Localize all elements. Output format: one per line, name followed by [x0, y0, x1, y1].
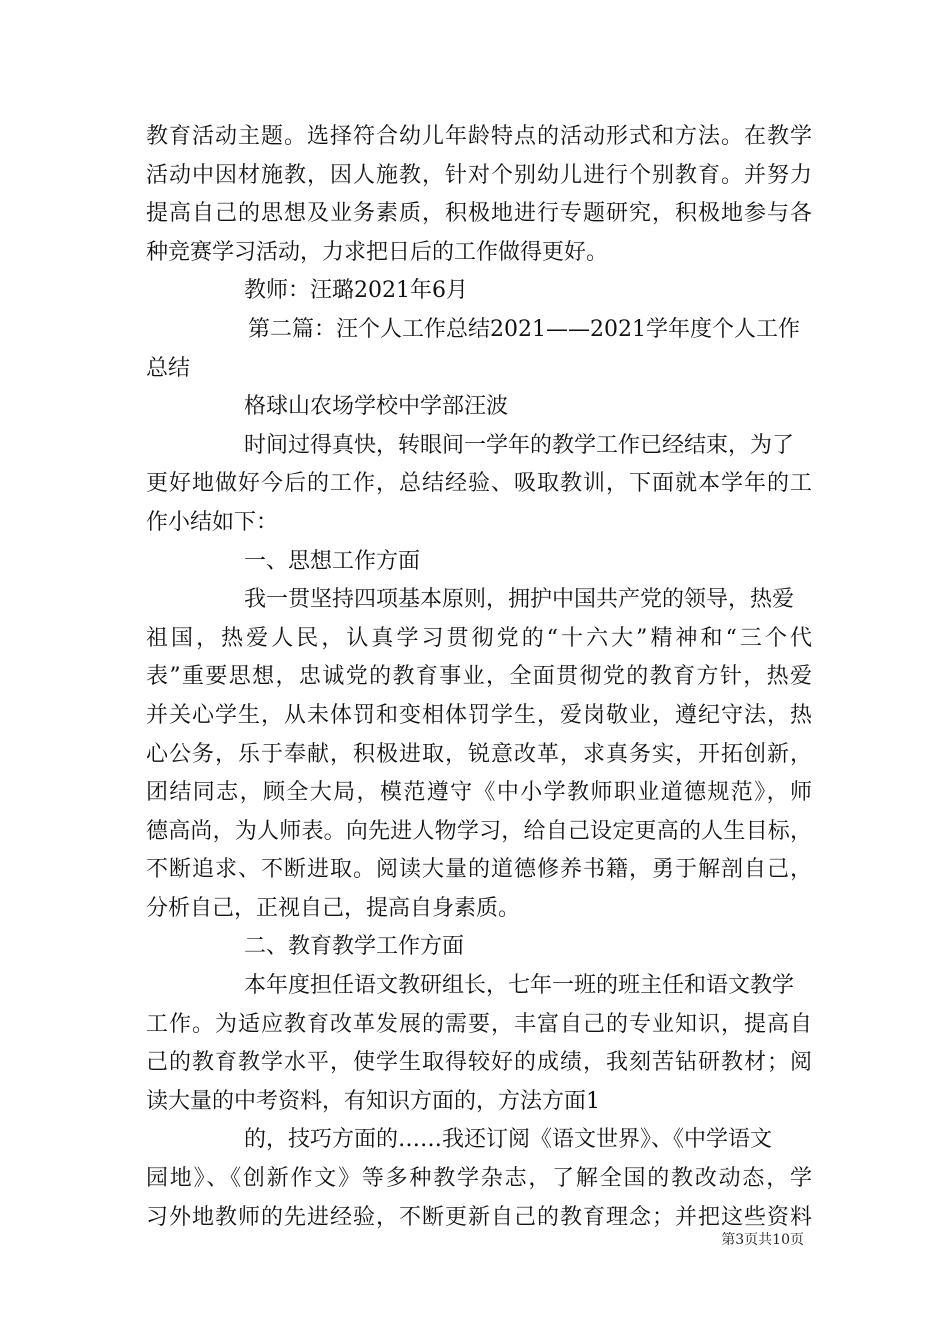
text-line: 教育活动主题。选择符合幼儿年龄特点的活动形式和方法。在教学	[146, 124, 812, 149]
text-line: 一、思想工作方面	[244, 548, 421, 574]
text-line: 的，技巧方面的……我还订阅《语文世界》、《中学语文	[244, 1127, 773, 1153]
text-line: 更好地做好今后的工作，总结经验、吸取教训，下面就本学年的工	[146, 471, 812, 497]
text-line: 读大量的中考资料，有知识方面的，方法方面1	[146, 1088, 600, 1114]
text-line: 种竞赛学习活动，力求把日后的工作做得更好。	[146, 239, 609, 265]
text-line: 工作。为适应教育改革发展的需要，丰富自己的专业知识，提高自	[146, 1011, 812, 1037]
text-line: 不断追求、不断进取。阅读大量的道德修养书籍，勇于解剖自己，	[146, 857, 812, 883]
text-line: 作小结如下：	[146, 509, 279, 535]
text-line: 团结同志，顾全大局，模范遵守《中小学教师职业道德规范》，师	[146, 780, 812, 806]
text-line: 二、教育教学工作方面	[244, 934, 465, 960]
text-line: 我一贯坚持四项基本原则，拥护中国共产党的领导，热爱	[244, 587, 795, 613]
text-line: 提高自己的思想及业务素质，积极地进行专题研究，积极地参与各	[146, 201, 812, 227]
text-line: 教师：汪璐2021年6月	[244, 278, 468, 304]
text-line: 第二篇：汪个人工作总结2021——2021学年度个人工作	[248, 316, 800, 342]
text-line: 总结	[146, 355, 191, 381]
text-line: 祖国，热爱人民，认真学习贯彻党的“十六大”精神和“三个代	[146, 625, 812, 651]
text-line: 德高尚，为人师表。向先进人物学习，给自己设定更高的人生目标，	[146, 818, 812, 844]
text-line: 分析自己，正视自己，提高自身素质。	[146, 895, 521, 921]
text-line: 本年度担任语文教研组长，七年一班的班主任和语文教学	[244, 973, 795, 999]
text-line: 活动中因材施教，因人施教，针对个别幼儿进行个别教育。并努力	[146, 162, 812, 188]
text-line: 并关心学生，从未体罚和变相体罚学生，爱岗敬业，遵纪守法，热	[146, 702, 812, 728]
text-line: 表”重要思想，忠诚党的教育事业，全面贯彻党的教育方针，热爱	[146, 664, 812, 690]
text-line: 心公务，乐于奉献，积极进取，锐意改革，求真务实，开拓创新，	[146, 741, 812, 767]
text-line: 习外地教师的先进经验，不断更新自己的教育理念；并把这些资料	[146, 1204, 812, 1230]
document-body	[146, 118, 812, 1237]
text-line: 时间过得真快，转眼间一学年的教学工作已经结束，为了	[244, 432, 795, 458]
page-number-footer: 第3页共10页	[721, 1232, 804, 1248]
text-line: 己的教育教学水平，使学生取得较好的成绩，我刻苦钻研教材；阅	[146, 1050, 812, 1076]
text-line: 格球山农场学校中学部汪波	[244, 394, 509, 420]
text-line: 园地》、《创新作文》等多种教学杂志，了解全国的教改动态，学	[146, 1166, 812, 1192]
